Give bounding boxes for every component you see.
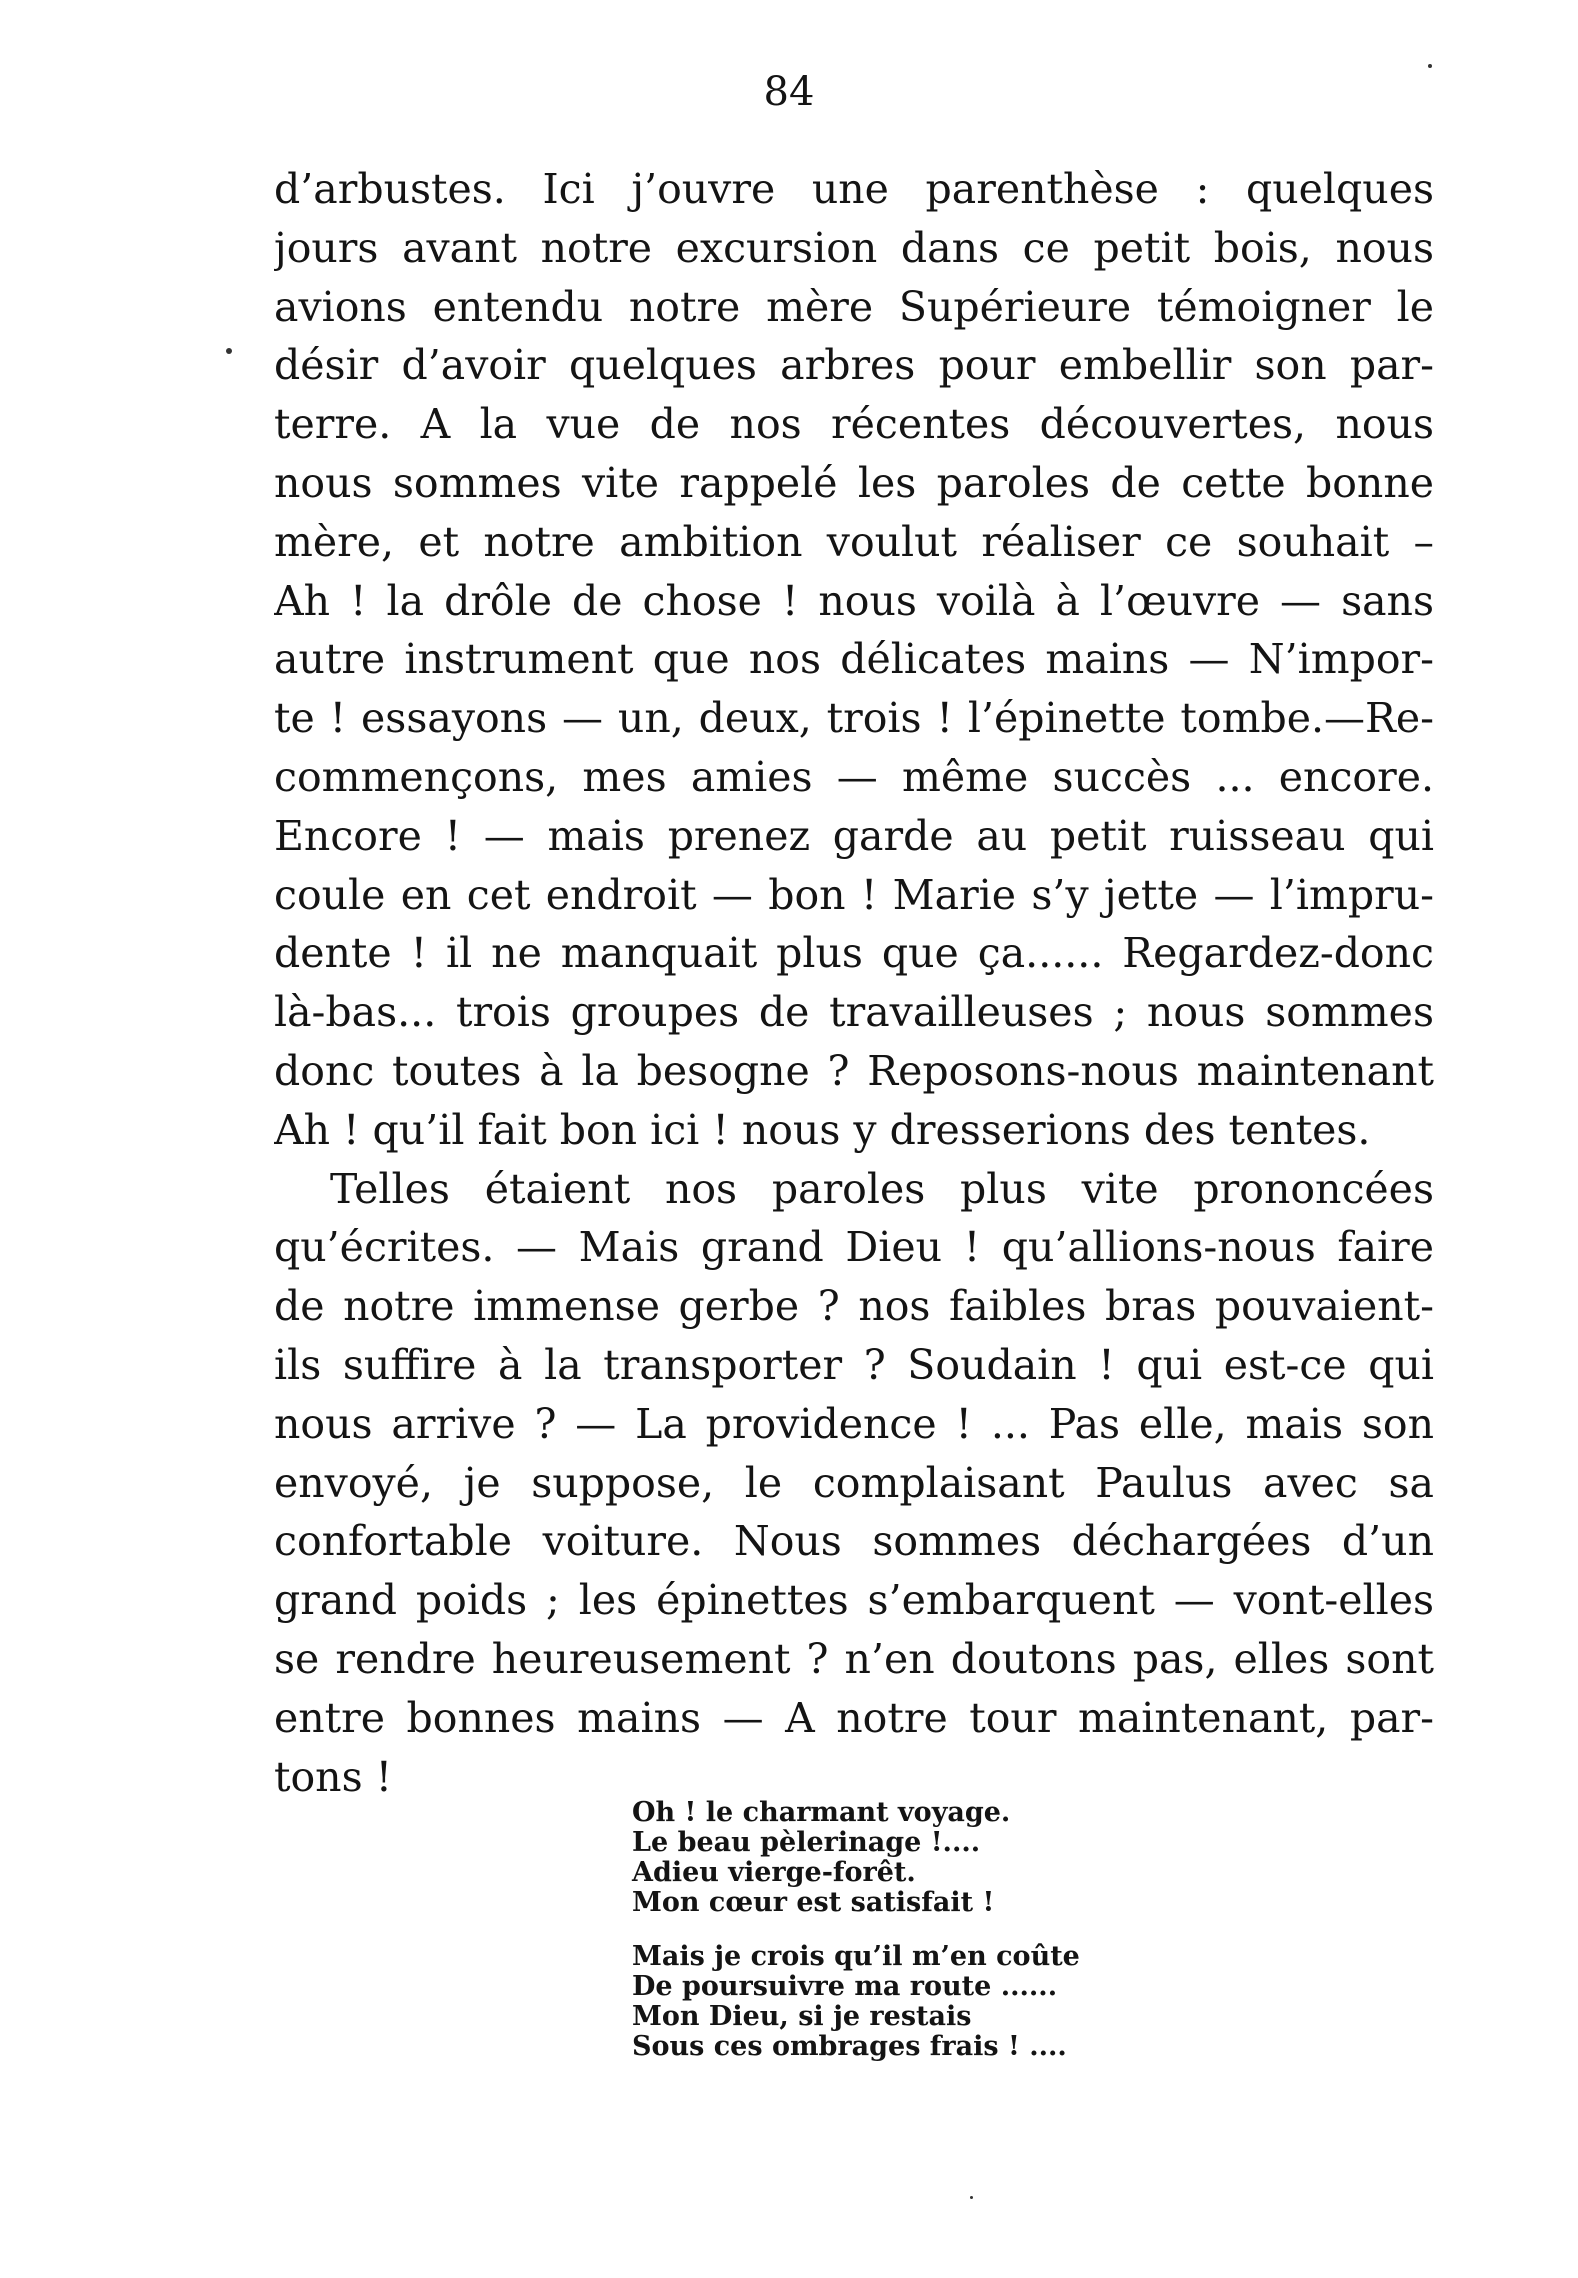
text-line: jours avant notre excursion dans ce petit bois, nous [274,223,1434,272]
text-line: ils suffire à la transporter ? Soudain ! qui est-ce qui [274,1340,1434,1389]
text-line: Encore ! — mais prenez garde au petit ruisseau qui [274,811,1434,860]
text-line: d’arbustes. Ici j’ouvre une parenthèse : quelques [274,165,1434,213]
body-text [274,160,1434,1806]
text-line: commençons, mes amies — même succès ... encore. [274,752,1434,801]
poem-stanza [632,1942,1080,2062]
text-line: terre. A la vue de nos récentes découvertes, nous [274,400,1434,449]
text-line: qu’écrites. — Mais grand Dieu ! qu’allions-nous faire [274,1223,1434,1272]
poem-verse: Le beau pèlerinage !.... [632,1827,981,1858]
text-line: coule en cet endroit — bon ! Marie s’y jette — l’impru- [274,870,1434,919]
poem-verse: Oh ! le charmant voyage. [632,1797,1011,1828]
text-line: se rendre heureusement ? n’en doutons pas, elles sont [274,1634,1434,1683]
text-line: entre bonnes mains — A notre tour maintenant, par- [274,1693,1434,1742]
text-line: grand poids ; les épinettes s’embarquent — vont-elles [274,1576,1434,1625]
text-line: Ah ! qu’il fait bon ici ! nous y dresserions des tentes. [274,1105,1371,1154]
text-line: nous sommes vite rappelé les paroles de cette bonne [274,458,1434,507]
text-line: avions entendu notre mère Supérieure témoigner le [274,282,1434,331]
text-line: envoyé, je suppose, le complaisant Paulus avec sa [274,1458,1434,1507]
print-speck [970,2196,973,2199]
text-line: donc toutes à la besogne ? Reposons-nous maintenant [274,1046,1434,1095]
poem-verse: De poursuivre ma route ...... [632,1971,1058,2002]
poem-verse: Adieu vierge-forêt. [632,1857,916,1888]
poem-verse: Sous ces ombrages frais ! .... [632,2031,1067,2062]
page-number: 84 [763,69,815,115]
text-line: confortable voiture. Nous sommes déchargées d’un [274,1517,1434,1566]
text-line: nous arrive ? — La providence ! ... Pas elle, mais son [274,1399,1434,1448]
paragraph-start-line: Telles étaient nos paroles plus vite prononcées [330,1164,1434,1213]
text-line: mère, et notre ambition voulut réaliser ce souhait – [274,517,1434,566]
poem-verse: Mais je crois qu’il m’en coûte [632,1941,1080,1972]
text-line: dente ! il ne manquait plus que ça...... Regardez-donc [274,929,1434,978]
print-speck [226,348,232,354]
poem-verse: Mon cœur est satisfait ! [632,1887,995,1918]
text-line: tons ! [274,1752,393,1801]
text-line: là-bas... trois groupes de travailleuses ; nous sommes [274,988,1434,1037]
poem-stanza [632,1798,1080,1918]
text-line: désir d’avoir quelques arbres pour embellir son par- [274,341,1434,390]
text-line: autre instrument que nos délicates mains — N’impor- [274,635,1434,684]
text-line: de notre immense gerbe ? nos faibles bras pouvaient- [274,1282,1434,1331]
text-line: Ah ! la drôle de chose ! nous voilà à l’œuvre — sans [274,576,1434,625]
print-speck [1428,64,1432,68]
poem [632,1798,1080,2086]
text-line: te ! essayons — un, deux, trois ! l’épinette tombe.—Re- [274,694,1434,743]
poem-verse: Mon Dieu, si je restais [632,2001,972,2032]
